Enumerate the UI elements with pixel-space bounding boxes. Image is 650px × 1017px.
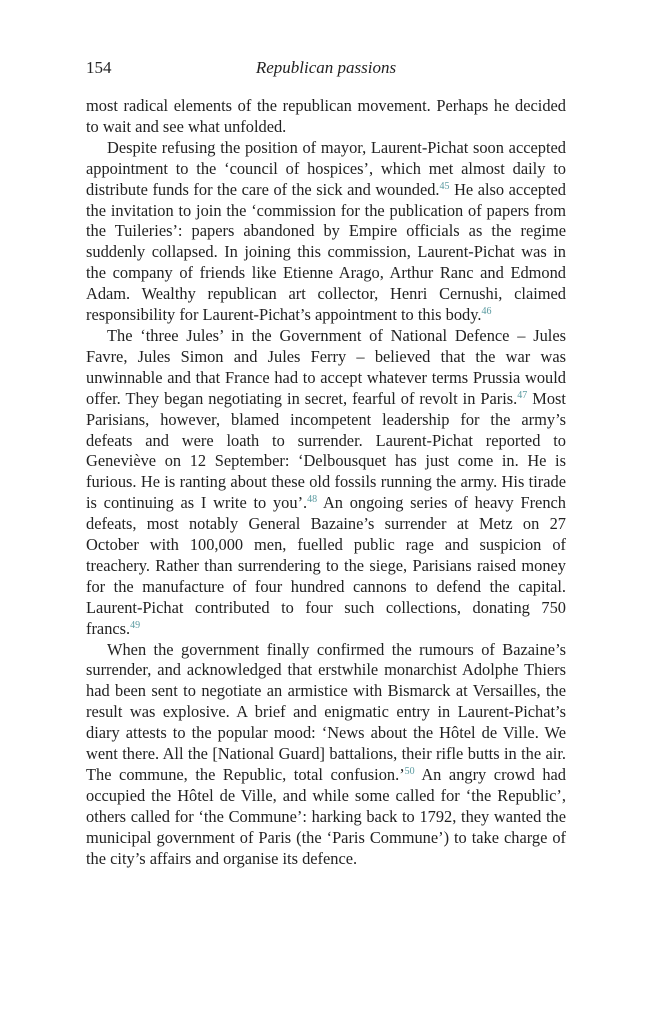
footnote-marker: 49 xyxy=(130,619,141,631)
paragraph xyxy=(86,640,566,870)
page-number: 154 xyxy=(86,58,112,77)
paragraph-text: He also accepted the invitation to join the ‘commission for the publication of papers from the Tuileries’: papers abandoned by Empire officials as the regime suddenly collapsed. In joining this commission, Laurent-Pichat was in the company of friends like Etienne Arago, Arthur Ranc and Edmond Adam. Wealthy republican art collector, Henri Cernushi, claimed responsibility for Laurent-Pichat’s appointment to this body. xyxy=(86,179,566,325)
footnote-marker: 50 xyxy=(404,766,415,777)
paragraph-text: The ‘three Jules’ in the Government of National Defence – Jules Favre, Jules Simon and Jules Ferry – believed that the war was unwinnable and that France had to accept whatever terms Prussia would offer. They began negotiating in secret, fearful of revolt in Paris. xyxy=(86,325,566,408)
paragraph-text: An ongoing series of heavy French defeats, most notably General Bazaine’s surrender at Metz on 27 October with 100,000 men, fuelled public rage and suspicion of treachery. Rather than surrendering to the siege, Parisians raised money for the manufacture of four hundred cannons to defend the capital. Laurent-Pichat contributed to four such collections, donating 750 francs. xyxy=(86,493,566,638)
paragraph-text: Most Parisians, however, blamed incompetent leadership for the army’s defeats and were loath to surrender. Laurent-Pichat reported to Geneviève on 12 September: ‘Delbousquet has just come in. He is furious. He is ranting about these old fossils running the army. His tirade is continuing as I write to you’. xyxy=(86,388,566,513)
footnote-marker: 46 xyxy=(481,306,492,318)
body-text xyxy=(86,96,566,870)
book-page xyxy=(86,58,566,870)
footnote-marker: 48 xyxy=(307,494,318,506)
paragraph-text: most radical elements of the republican movement. Perhaps he decided to wait and see what unfolded. xyxy=(86,96,566,136)
footnote-marker: 47 xyxy=(517,389,528,401)
paragraph-text: An angry crowd had occupied the Hôtel de Ville, and while some called for ‘the Republic’, others called for ‘the Commune’: harking back to 1792, they wanted the municipal government of Paris (the ‘Paris Commune’) to take charge of the city’s affairs and organise its defence. xyxy=(86,765,566,868)
paragraph-text: Despite refusing the position of mayor, Laurent-Pichat soon accepted appointment to the ‘council of hospices’, which met almost daily to distribute funds for the care of the sick and wounded. xyxy=(86,137,566,199)
running-head xyxy=(86,58,566,82)
footnote-marker: 45 xyxy=(439,180,450,192)
paragraph xyxy=(86,138,566,326)
paragraph-text: When the government finally confirmed the rumours of Bazaine’s surrender, and acknowledged that erstwhile monarchist Adolphe Thiers had been sent to negotiate an armistice with Bismarck at Versailles, the result was explosive. A brief and enigmatic entry in Laurent-Pichat’s diary attests to the popular mood: ‘News about the Hôtel de Ville. We went there. All the [National Guard] battalions, their rifle butts in the air. The commune, the Republic, total confusion.’ xyxy=(86,639,566,784)
paragraph xyxy=(86,326,566,640)
paragraph xyxy=(86,96,566,138)
running-title: Republican passions xyxy=(255,58,397,77)
